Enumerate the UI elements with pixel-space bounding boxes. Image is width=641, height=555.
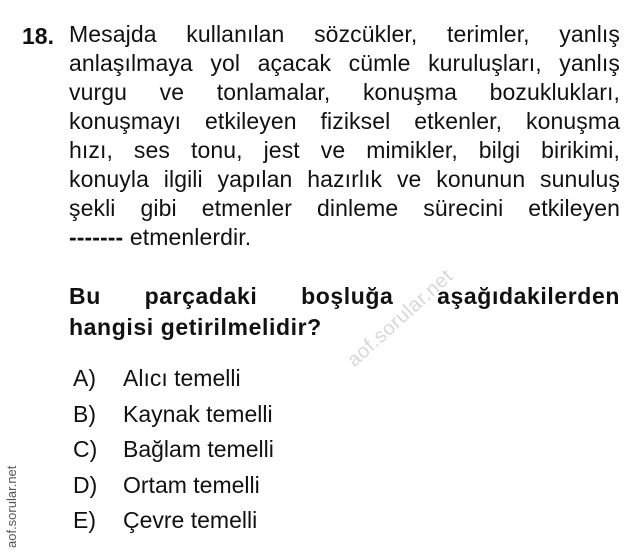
option-text: Çevre temelli <box>123 507 258 534</box>
question-stem-line: şekli gibi etmenler dinleme sürecini etkileyen <box>69 195 620 221</box>
option-text: Kaynak temelli <box>123 400 273 427</box>
option-d[interactable] <box>73 468 274 504</box>
option-e[interactable] <box>73 503 274 539</box>
answer-blank: ------- <box>69 224 124 250</box>
answer-options <box>73 361 274 539</box>
question-prompt <box>69 281 620 343</box>
question-prompt-line: hangisi getirilmelidir? <box>69 314 322 340</box>
question-stem-line: vurgu ve tonlamalar, konuşma bozuklukları, <box>69 79 620 105</box>
question-prompt-line: Bu parçadaki boşluğa aşağıdakilerden <box>69 283 620 309</box>
option-text: Alıcı temelli <box>123 365 241 392</box>
question-stem-last-line <box>69 223 620 252</box>
question-stem-line: anlaşılmaya yol açacak cümle kuruluşları, yanlış <box>69 50 620 76</box>
question-stem <box>69 20 620 252</box>
option-text: Ortam temelli <box>123 471 260 498</box>
option-letter: D) <box>73 471 98 498</box>
question-number: 18. <box>22 23 54 49</box>
option-c[interactable] <box>73 432 274 468</box>
option-letter: E) <box>73 507 96 534</box>
option-b[interactable] <box>73 397 274 433</box>
question-stem-line: Mesajda kullanılan sözcükler, terimler, yanlış <box>69 21 620 47</box>
question-stem-line: hızı, ses tonu, jest ve mimikler, bilgi birikimi, <box>69 137 620 163</box>
option-letter: A) <box>73 365 96 392</box>
question-stem-line: konuşmayı etkileyen fiziksel etkenler, konuşma <box>69 108 620 134</box>
option-text: Bağlam temelli <box>123 436 274 463</box>
watermark-side: aof.sorular.net <box>4 465 19 548</box>
question-stem-ending: etmenlerdir. <box>123 224 252 250</box>
watermark-diagonal: aof.sorular.net <box>343 265 458 372</box>
option-letter: B) <box>73 400 96 427</box>
option-letter: C) <box>73 436 98 463</box>
option-a[interactable] <box>73 361 274 397</box>
question-stem-line: konuyla ilgili yapılan hazırlık ve konunun sunuluş <box>69 166 620 192</box>
